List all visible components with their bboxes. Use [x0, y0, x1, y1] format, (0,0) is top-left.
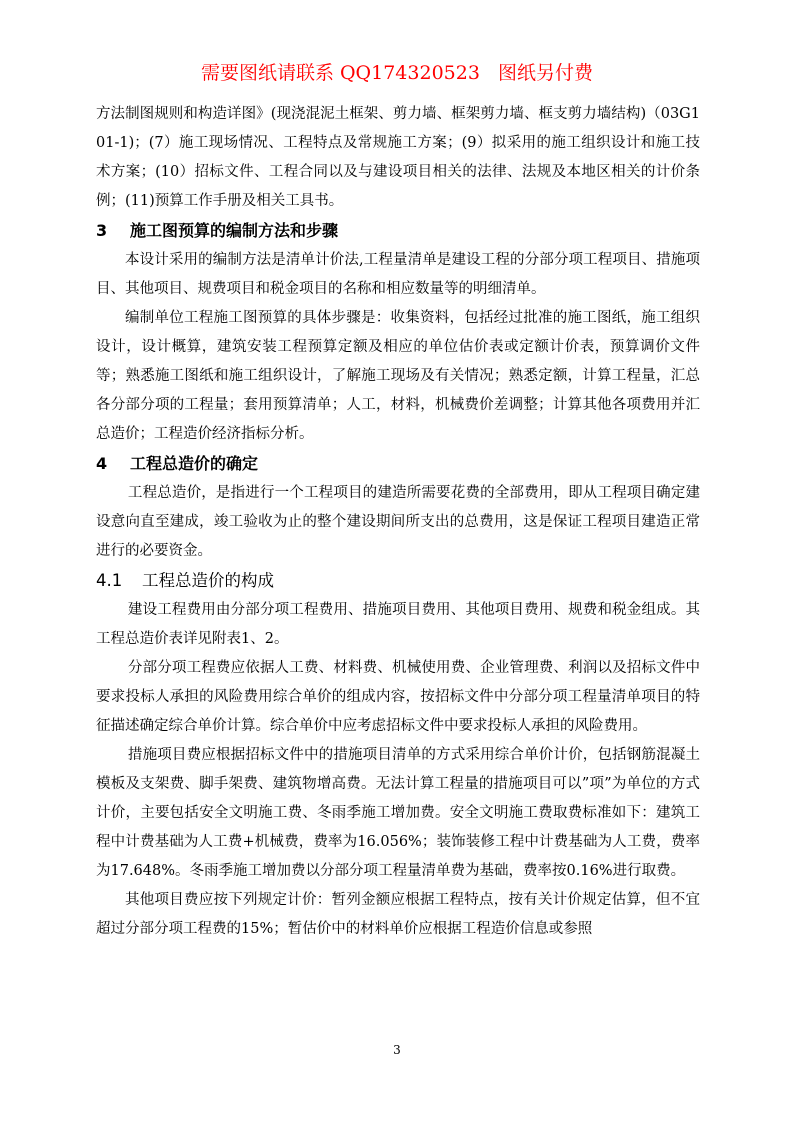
- section-title: 施工图预算的编制方法和步骤: [130, 221, 339, 240]
- paragraph-other-cost: 其他项目费应按下列规定计价：暂列金额应根据工程特点，按有关计价规定估算，但不宜超过分部分项工程费的15%；暂估价中的材料单价应根据工程造价信息或参照: [96, 892, 700, 937]
- paragraph-references: 方法制图规则和构造详图》(现浇混泥土框架、剪力墙、框架剪力墙、框支剪力墙结构)（03G101-1)；(7）施工现场情况、工程特点及常规施工方案；(9）拟采用的施工组织设计和施工技术方案；(10）招标文件、工程合同以及与建设项目相关的法律、法规及本地区相关的计价条例；(11)预算工作手册及相关工具书。: [96, 106, 700, 209]
- paragraph-subitem-cost: 分部分项工程费应依据人工费、材料费、机械使用费、企业管理费、利润以及招标文件中要求投标人承担的风险费用综合单价的组成内容，按招标文件中分部分项工程量清单项目的特征描述确定综合单价计算。综合单价中应考虑招标文件中要求投标人承担的风险费用。: [96, 660, 700, 734]
- page-number: 3: [393, 1043, 401, 1057]
- section-title: 工程总造价的确定: [130, 454, 259, 473]
- paragraph-steps: 编制单位工程施工图预算的具体步骤是：收集资料，包括经过批准的施工图纸，施工组织设计，设计概算，建筑安装工程预算定额及相应的单位估价表或定额计价表，预算调价文件等；熟悉施工图纸和施工组织设计，了解施工现场及有关情况；熟悉定额，计算工程量，汇总各分部分项的工程量；套用预算清单；人工，材料，机械费价差调整；计算其他各项费用并汇总造价；工程造价经济指标分析。: [96, 310, 700, 442]
- section-number: 4: [96, 454, 108, 473]
- section-number: 4.1: [96, 571, 123, 590]
- section-title: 工程总造价的构成: [142, 571, 274, 590]
- header-notice: 需要图纸请联系 QQ174320523 图纸另付费: [200, 62, 594, 84]
- paragraph-method: 本设计采用的编制方法是清单计价法,工程量清单是建设工程的分部分项工程项目、措施项目、其他项目、规费项目和税金项目的名称和相应数量等的明细清单。: [96, 252, 700, 297]
- paragraph-total-cost: 工程总造价，是指进行一个工程项目的建造所需要花费的全部费用，即从工程项目确定建设意向直至建成，竣工验收为止的整个建设期间所支出的总费用，这是保证工程项目建造正常进行的必要资金。: [96, 485, 700, 559]
- section-heading-4: [96, 449, 700, 479]
- section-number: 3: [96, 221, 108, 240]
- document-body: [96, 100, 700, 944]
- section-heading-4-1: [96, 566, 700, 596]
- section-heading-3: [96, 216, 700, 246]
- paragraph-composition: 建设工程费用由分部分项工程费用、措施项目费用、其他项目费用、规费和税金组成。其工程总造价表详见附表1、2。: [96, 602, 700, 647]
- paragraph-measures-cost: 措施项目费应根据招标文件中的措施项目清单的方式采用综合单价计价，包括钢筋混凝土模板及支架费、脚手架费、建筑物增高费。无法计算工程量的措施项目可以”项”为单位的方式计价，主要包括安全文明施工费、冬雨季施工增加费。安全文明施工费取费标准如下：建筑工程中计费基础为人工费+机械费，费率为16.056%；装饰装修工程中计费基础为人工费，费率为17.648%。冬雨季施工增加费以分部分项工程量清单费为基础，费率按0.16%进行取费。: [96, 747, 700, 879]
